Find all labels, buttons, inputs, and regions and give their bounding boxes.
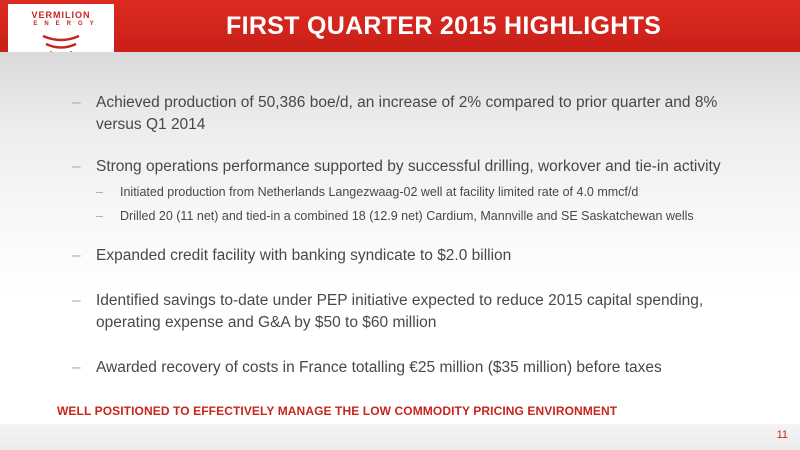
sub-bullet-dash-icon: – [96, 185, 103, 199]
page-title: FIRST QUARTER 2015 HIGHLIGHTS [226, 12, 662, 40]
bullet-dash-icon: – [72, 247, 81, 264]
logo-wordmark: VERMILION [31, 10, 91, 20]
bullet-dash-icon: – [72, 94, 81, 111]
bullet-dash-icon: – [72, 292, 81, 309]
bullet-line: Expanded credit facility with banking syndicate to $2.0 billion [96, 247, 512, 264]
footer-tagline: WELL POSITIONED TO EFFECTIVELY MANAGE THE LOW COMMODITY PRICING ENVIRONMENT [57, 404, 618, 418]
logo-subword: ENERGY [33, 21, 101, 27]
bullet-dash-icon: – [72, 158, 81, 175]
bullet-line: Identified savings to-date under PEP initiative expected to reduce 2015 capital spending, [96, 292, 704, 309]
bullet-line: Strong operations performance supported by successful drilling, workover and tie-in activity [96, 158, 721, 175]
bullet-line: Awarded recovery of costs in France totalling €25 million ($35 million) before taxes [96, 359, 662, 376]
bullet-line: versus Q1 2014 [96, 116, 206, 133]
bullet-line: Achieved production of 50,386 boe/d, an increase of 2% compared to prior quarter and 8% [96, 94, 718, 111]
page-number: 11 [776, 429, 788, 441]
bottom-band [0, 424, 800, 450]
sub-bullet-text: Initiated production from Netherlands Langezwaag-02 well at facility limited rate of 4.0 mmcf/d [120, 185, 639, 199]
bullet-dash-icon: – [72, 359, 81, 376]
bullet-line: operating expense and G&A by $50 to $60 million [96, 314, 437, 331]
sub-bullet-dash-icon: – [96, 209, 103, 223]
sub-bullet-text: Drilled 20 (11 net) and tied-in a combined 18 (12.9 net) Cardium, Mannville and SE Saskatchewan wells [120, 209, 694, 223]
